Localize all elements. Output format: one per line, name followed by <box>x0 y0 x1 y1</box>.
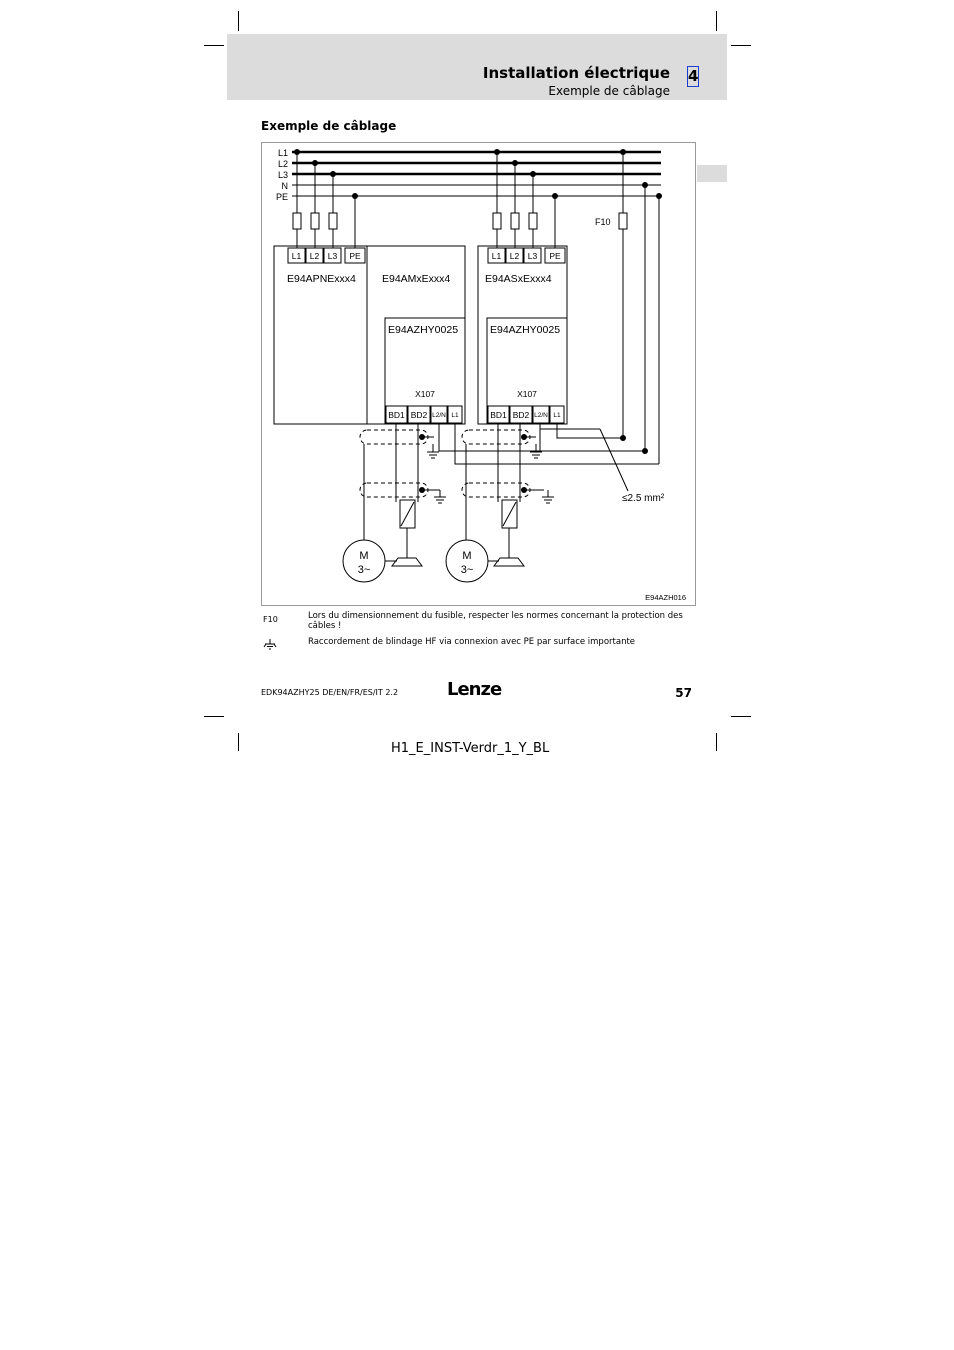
note-key: F10 <box>263 615 278 624</box>
wire-size-label: ≤2.5 mm² <box>622 493 665 504</box>
wiring-diagram <box>0 0 954 620</box>
terminal-label: PE <box>549 251 561 261</box>
connector-pin: L1 <box>553 412 561 419</box>
bus-label-n: N <box>281 181 288 191</box>
motor-label: M <box>462 550 472 562</box>
job-label: H1_E_INST-Verdr_1_Y_BL <box>391 741 550 756</box>
note-item <box>261 637 691 663</box>
figure-id: E94AZH016 <box>645 593 686 602</box>
connector-pin: L1 <box>451 412 459 419</box>
connector-pin: BD2 <box>512 410 530 420</box>
section-title: Exemple de câblage <box>261 119 397 133</box>
brand-logo: Lenze <box>447 679 502 700</box>
bus-label-pe: PE <box>275 192 288 202</box>
note-item <box>261 611 691 637</box>
connector-pin: BD1 <box>490 410 507 420</box>
terminal-label: L3 <box>327 251 338 261</box>
module-label: E94ASxExxx4 <box>485 273 552 285</box>
terminal-label: L1 <box>291 251 302 261</box>
connector-label: X107 <box>517 389 537 399</box>
motor-phase-label: 3~ <box>460 564 474 576</box>
terminal-label: L2 <box>309 251 320 261</box>
bus-label-l3: L3 <box>277 170 288 180</box>
connector-pin: L2/N <box>432 412 446 419</box>
crop-mark <box>204 716 224 717</box>
connector-label: X107 <box>415 389 435 399</box>
crop-mark <box>238 733 239 751</box>
connector-pin: L2/N <box>534 412 548 419</box>
brake-module-label: E94AZHY0025 <box>388 324 459 336</box>
module-label: E94AMxExxx4 <box>382 273 451 285</box>
chapter-number: 4 <box>688 67 699 85</box>
crop-mark <box>731 716 751 717</box>
motor-phase-label: 3~ <box>357 564 371 576</box>
module-label: E94APNExxx4 <box>287 273 356 285</box>
crop-mark <box>716 733 717 751</box>
connector-pin: BD2 <box>410 410 428 420</box>
chapter-title: Installation électrique <box>482 64 670 82</box>
bus-label-l2: L2 <box>277 159 288 169</box>
terminal-label: L2 <box>509 251 520 261</box>
chapter-subtitle: Exemple de câblage <box>548 84 670 98</box>
bus-label-l1: L1 <box>277 148 288 158</box>
terminal-label: L3 <box>527 251 538 261</box>
terminal-label: L1 <box>491 251 502 261</box>
document-code: EDK94AZHY25 DE/EN/FR/ES/IT 2.2 <box>261 688 399 697</box>
page-number: 57 <box>675 686 692 700</box>
connector-pin: BD1 <box>388 410 405 420</box>
terminal-label: PE <box>349 251 361 261</box>
figure-notes <box>261 611 691 663</box>
hf-shield-earth-icon <box>263 638 277 650</box>
note-text: Raccordement de blindage HF via connexion avec PE par surface importante <box>308 637 636 647</box>
note-text: Lors du dimensionnement du fusible, respecter les normes concernant la protection des câbles ! <box>308 611 683 631</box>
motor-label: M <box>359 550 369 562</box>
brake-module-label: E94AZHY0025 <box>490 324 561 336</box>
fuse-label: F10 <box>595 217 611 227</box>
